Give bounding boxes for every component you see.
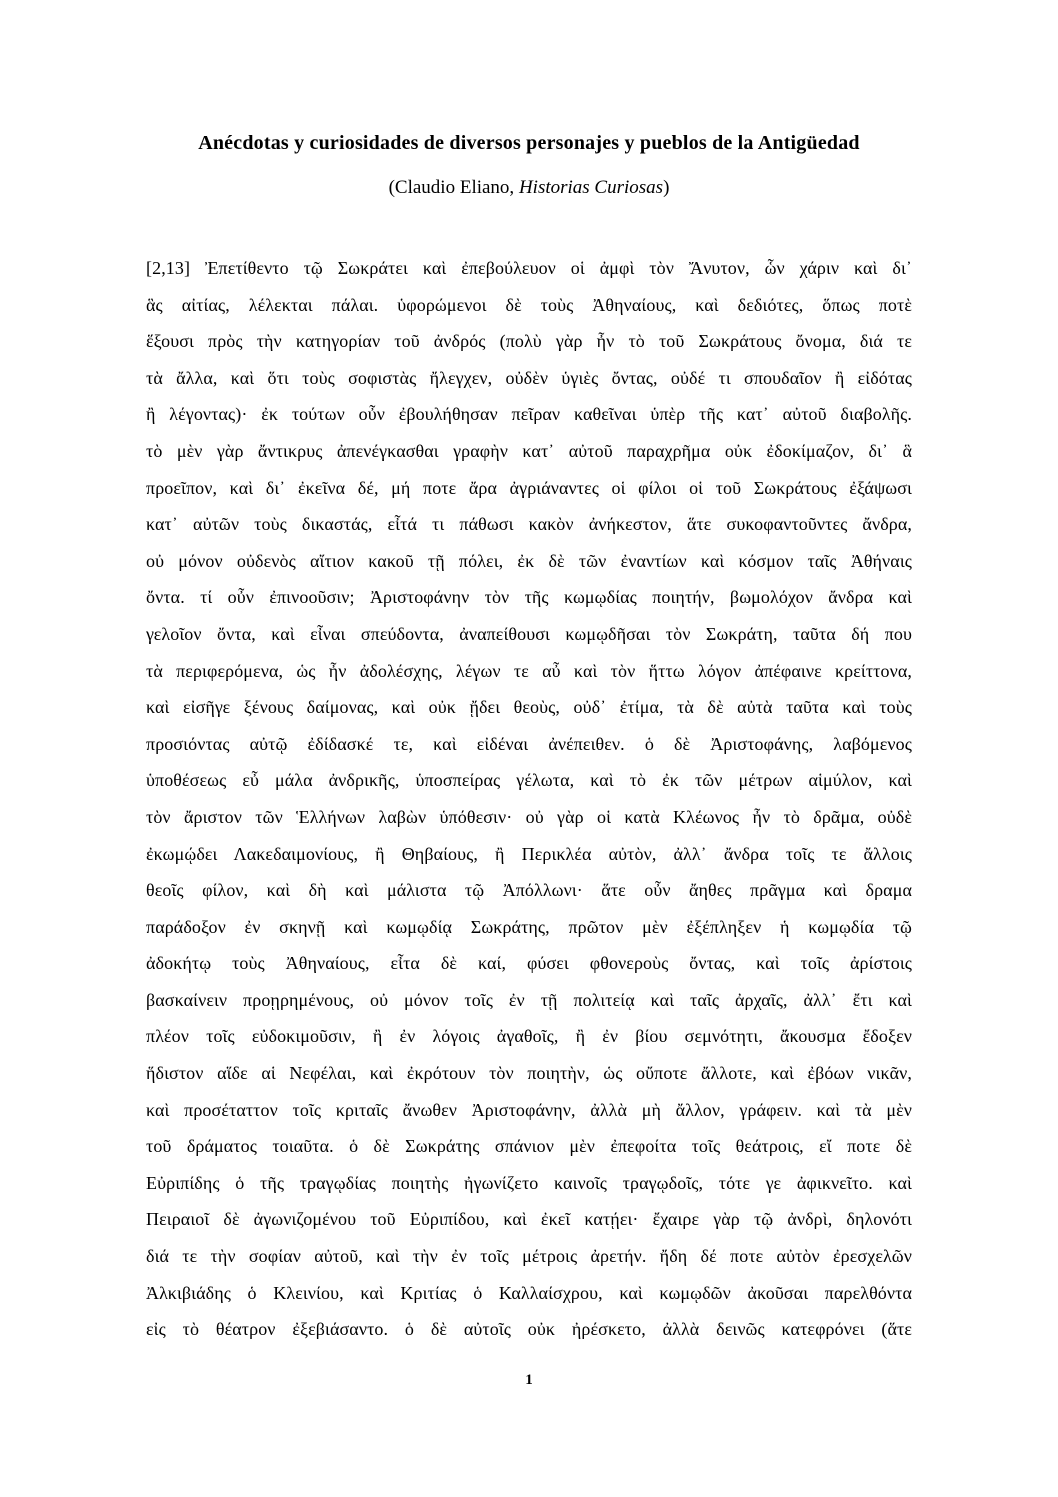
text-line: ἀδοκήτῳ τοὺς Ἀθηναίους, εἶτα δὲ καί, φύσει φθονεροὺς ὄντας, καὶ τοῖς ἀρίστοις bbox=[146, 953, 912, 974]
text-line: τοῦ δράματος τοιαῦτα. ὁ δὲ Σωκράτης σπάνιον μὲν ἐπεφοίτα τοῖς θεάτροις, εἴ ποτε δὲ bbox=[146, 1136, 912, 1157]
text-line: [2,13] Ἐπετίθεντο τῷ Σωκράτει καὶ ἐπεβούλευον οἱ ἀμφὶ τὸν Ἄνυτον, ὧν χάριν καὶ δι᾽ bbox=[146, 258, 912, 278]
text-line: θεοῖς φίλον, καὶ δὴ καὶ μάλιστα τῷ Ἀπόλλωνι· ἅτε οὖν ἄηθες πρᾶγμα καὶ δραμα bbox=[146, 880, 912, 901]
text-line: ἢ λέγοντας)· ἐκ τούτων οὖν ἐβουλήθησαν πεῖραν καθεῖναι ὑπὲρ τῆς κατ᾽ αὐτοῦ διαβολῆς. bbox=[146, 404, 912, 425]
text-line: διά τε τὴν σοφίαν αὐτοῦ, καὶ τὴν ἐν τοῖς μέτροις ἀρετήν. ἤδη δέ ποτε αὐτὸν ἐρεσχελῶν bbox=[146, 1246, 912, 1267]
text-line: ἕξουσι πρὸς τὴν κατηγορίαν τοῦ ἀνδρός (πολὺ γὰρ ἦν τὸ τοῦ Σωκράτους ὄνομα, διά τε bbox=[146, 331, 912, 352]
text-line: καὶ προσέταττον τοῖς κριταῖς ἄνωθεν Ἀριστοφάνην, ἀλλὰ μὴ ἄλλον, γράφειν. καὶ τὰ μὲν bbox=[146, 1099, 912, 1120]
text-line: παράδοξον ἐν σκηνῇ καὶ κωμῳδίᾳ Σωκράτης, πρῶτον μὲν ἐξέπληξεν ἡ κωμῳδία τῷ bbox=[146, 916, 912, 937]
text-line: εἰς τὸ θέατρον ἐξεβιάσαντο. ὁ δὲ αὐτοῖς οὐκ ἠρέσκετο, ἀλλὰ δεινῶς κατεφρόνει (ἅτε bbox=[146, 1319, 912, 1340]
byline-suffix: ) bbox=[663, 177, 670, 198]
text-line: βασκαίνειν προῃρημένους, οὐ μόνον τοῖς ἐν τῇ πολιτείᾳ καὶ ταῖς ἀρχαῖς, ἀλλ᾽ ἔτι καὶ bbox=[146, 989, 912, 1010]
text-line: Ἀλκιβιάδης ὁ Κλεινίου, καὶ Κριτίας ὁ Καλλαίσχρου, καὶ κωμῳδῶν ἀκοῦσαι παρελθόντα bbox=[146, 1282, 912, 1303]
text-line: ὄντα. τί οὖν ἐπινοοῦσιν; Ἀριστοφάνην τὸν τῆς κωμῳδίας ποιητήν, βωμολόχον ἄνδρα καὶ bbox=[146, 587, 912, 608]
text-line: τὸν ἄριστον τῶν Ἑλλήνων λαβὼν ὑπόθεσιν· οὐ γὰρ οἱ κατὰ Κλέωνος ἦν τὸ δρᾶμα, οὐδὲ bbox=[146, 806, 912, 827]
text-line: καὶ εἰσῆγε ξένους δαίμονας, καὶ οὐκ ᾔδει θεοὺς, οὐδ᾽ ἐτίμα, τὰ δὲ αὐτὰ ταῦτα καὶ τοὺς bbox=[146, 697, 912, 718]
text-line: προσιόντας αὐτῷ ἐδίδασκέ τε, καὶ εἰδέναι ἀνέπειθεν. ὁ δὲ Ἀριστοφάνης, λαβόμενος bbox=[146, 733, 912, 754]
page-number: 1 bbox=[525, 1372, 533, 1388]
text-line: πλέον τοῖς εὐδοκιμοῦσιν, ἢ ἐν λόγοις ἀγαθοῖς, ἢ ἐν βίου σεμνότητι, ἄκουσμα ἔδοξεν bbox=[146, 1026, 912, 1047]
text-line: γελοῖον ὄντα, καὶ εἶναι σπεύδοντα, ἀναπείθουσι κωμῳδῆσαι τὸν Σωκράτη, ταῦτα δή που bbox=[146, 623, 912, 644]
text-line: προεῖπον, καὶ δι᾽ ἐκεῖνα δέ, μή ποτε ἄρα ἀγριάναντες οἱ φίλοι οἱ τοῦ Σωκράτους ἐξάψωσι bbox=[146, 477, 912, 498]
byline-prefix: (Claudio Eliano, bbox=[388, 177, 519, 198]
text-line: ὑποθέσεως εὖ μάλα ἀνδρικῆς, ὑποσπείρας γέλωτα, καὶ τὸ ἐκ τῶν μέτρων αἱμύλον, καὶ bbox=[146, 770, 912, 791]
body-text bbox=[146, 250, 912, 1348]
text-line: Εὐριπίδης ὁ τῆς τραγῳδίας ποιητὴς ἠγωνίζετο καινοῖς τραγῳδοῖς, τότε γε ἀφικνεῖτο. καὶ bbox=[146, 1172, 912, 1193]
text-line: κατ᾽ αὐτῶν τοὺς δικαστάς, εἶτά τι πάθωσι κακὸν ἀνήκεστον, ἅτε συκοφαντοῦντες ἄνδρα, bbox=[146, 514, 912, 535]
text-line: Πειραιοῖ δὲ ἀγωνιζομένου τοῦ Εὐριπίδου, καὶ ἐκεῖ κατῄει· ἔχαιρε γὰρ τῷ ἀνδρὶ, δηλονότι bbox=[146, 1209, 912, 1230]
document-title: Anécdotas y curiosidades de diversos personajes y pueblos de la Antigüedad bbox=[198, 132, 860, 154]
text-line: τὰ περιφερόμενα, ὡς ἦν ἀδολέσχης, λέγων τε αὖ καὶ τὸν ἥττω λόγον ἀπέφαινε κρείττονα, bbox=[146, 660, 912, 681]
text-line: ἐκωμῴδει Λακεδαιμονίους, ἢ Θηβαίους, ἢ Περικλέα αὐτὸν, ἀλλ᾽ ἄνδρα τοῖς τε ἄλλοις bbox=[146, 843, 912, 864]
text-line: τὰ ἄλλα, καὶ ὅτι τοὺς σοφιστὰς ἤλεγχεν, οὐδὲν ὑγιὲς ὄντας, οὐδέ τι σπουδαῖον ἢ εἰδότας bbox=[146, 367, 912, 388]
text-line: ἃς αἰτίας, λέλεκται πάλαι. ὑφορώμενοι δὲ τοὺς Ἀθηναίους, καὶ δεδιότες, ὅπως ποτὲ bbox=[146, 294, 912, 315]
byline-work-title: Historias Curiosas bbox=[518, 177, 664, 198]
byline bbox=[0, 176, 1058, 200]
text-line: οὐ μόνον οὐδενὸς αἴτιον κακοῦ τῇ πόλει, ἐκ δὲ τῶν ἐναντίων καὶ κόσμον ταῖς Ἀθήναις bbox=[146, 550, 912, 571]
text-line: τὸ μὲν γὰρ ἄντικρυς ἀπενέγκασθαι γραφὴν κατ᾽ αὐτοῦ παραχρῆμα οὐκ ἐδοκίμαζον, δι᾽ ἃ bbox=[146, 440, 912, 461]
text-line: ἥδιστον αἵδε αἱ Νεφέλαι, καὶ ἐκρότουν τὸν ποιητὴν, ὡς οὔποτε ἄλλοτε, καὶ ἐβόων νικᾶν, bbox=[146, 1063, 912, 1084]
